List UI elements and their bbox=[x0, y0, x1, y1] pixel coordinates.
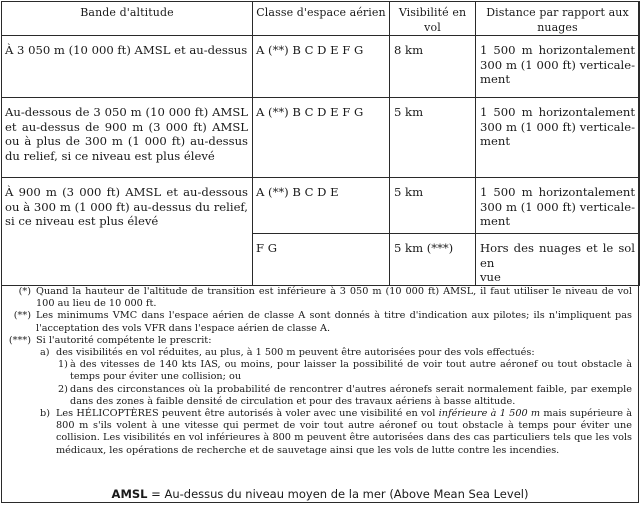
altitude-band-cell: Au-dessous de 3 050 m (10 000 ft) AMSL et au-dessus de 900 m (3 000 ft) AMSL ou à plus de 300 m (1 000 ft) au-dessus du relief, si ce niveau est plus élevé bbox=[2, 98, 253, 178]
amsl-definition-text: = Au-dessus du niveau moyen de la mer (Above Mean Sea Level) bbox=[147, 487, 529, 501]
footnote-mark: (**) bbox=[13, 310, 31, 322]
cloud-distance-cell bbox=[476, 98, 640, 178]
footnote-mark: (***) bbox=[8, 334, 31, 346]
airspace-class-cell: A (**) B C D E F G bbox=[253, 98, 390, 178]
footnote-text: Si l'autorité compétente le prescrit: bbox=[36, 334, 212, 346]
distance-line: 1 500 m horizontalement bbox=[480, 43, 635, 57]
footnote-item-a bbox=[36, 347, 640, 359]
footnote-subitem-text: dans des circonstances où la probabilité de rencontrer d'autres aéronefs serait normalement faible, par exemple dans des zones à faible densité de circulation et pour des travaux aériens à basse altitude. bbox=[70, 383, 632, 407]
airspace-class-cell: A (**) B C D E bbox=[253, 178, 390, 234]
amsl-definition bbox=[0, 487, 640, 501]
visibility-cell: 5 km bbox=[390, 98, 476, 178]
table-row bbox=[2, 178, 640, 234]
table-header-row bbox=[2, 2, 640, 36]
altitude-band-cell: À 900 m (3 000 ft) AMSL et au-dessous ou à 300 m (1 000 ft) au-dessus du relief, si ce niveau est plus élevé bbox=[2, 178, 253, 286]
footnote-class-a bbox=[0, 310, 640, 334]
header-cloud-distance: Distance par rapport aux nuages bbox=[476, 2, 640, 36]
footnote-item-mark: b) bbox=[40, 408, 50, 420]
distance-line: Hors des nuages et le sol en bbox=[480, 241, 635, 270]
footnote-item-text-italic: inférieure à 1 500 m bbox=[438, 408, 541, 420]
footnote-subitem-mark: 2) bbox=[58, 383, 68, 395]
distance-line: vue bbox=[480, 270, 501, 284]
header-altitude-band: Bande d'altitude bbox=[2, 2, 253, 36]
footnote-competent-authority bbox=[0, 335, 640, 347]
footnote-item-b bbox=[36, 408, 640, 457]
visibility-cell: 8 km bbox=[390, 36, 476, 98]
cloud-distance-cell bbox=[476, 36, 640, 98]
footnote-item-text: des visibilités en vol réduites, au plus, à 1 500 m peuvent être autorisées pour des vols effectués: bbox=[56, 347, 535, 359]
distance-line: 1 500 m horizontalement bbox=[480, 105, 635, 119]
table-row bbox=[2, 98, 640, 178]
footnote-item-text-end: mais supérieure à 800 m s'ils volent à une vitesse qui permet de voir tout autre aéronef ou tout obstacle à temps pour éviter une collision. Les visibilités en vol inférieures à 800 m peuvent être autorisées dans des cas particuliers tels que les vols médicaux, les opérations de recherche et de sauvetage ainsi que les vols de lutte contre les incendies. bbox=[56, 408, 632, 456]
distance-line: ment bbox=[480, 214, 510, 228]
distance-line: ment bbox=[480, 134, 510, 148]
footnotes bbox=[0, 286, 640, 457]
footnote-subitem-mark: 1) bbox=[58, 359, 68, 371]
distance-line: 300 m (1 000 ft) verticale- bbox=[480, 57, 635, 72]
footnote-subitem-1 bbox=[36, 359, 640, 383]
footnote-transition-altitude bbox=[0, 286, 640, 310]
header-airspace-class: Classe d'espace aérien bbox=[253, 2, 390, 36]
distance-line: ment bbox=[480, 72, 510, 86]
footnote-subitem-text: à des vitesses de 140 kts IAS, ou moins, pour laisser la possibilité de voir tout autre aéronef ou tout obstacle à temps pour éviter une collision; ou bbox=[70, 359, 632, 383]
amsl-abbreviation: AMSL bbox=[111, 487, 148, 501]
airspace-class-cell: A (**) B C D E F G bbox=[253, 36, 390, 98]
vmc-minimums-table bbox=[1, 1, 640, 286]
footnote-text: Les minimums VMC dans l'espace aérien de classe A sont donnés à titre d'indication aux pilotes; ils n'impliquent pas l'acceptation des vols VFR dans l'espace aérien de classe A. bbox=[36, 310, 632, 334]
footnote-text: Quand la hauteur de l'altitude de transition est inférieure à 3 050 m (10 000 ft) AMSL, il faut utiliser le niveau de vol 100 au lieu de 10 000 ft. bbox=[36, 286, 632, 310]
footnote-item-mark: a) bbox=[40, 347, 50, 359]
cloud-distance-cell bbox=[476, 234, 640, 286]
visibility-cell: 5 km bbox=[390, 178, 476, 234]
distance-line: 1 500 m horizontalement bbox=[480, 185, 635, 199]
airspace-class-cell: F G bbox=[253, 234, 390, 286]
footnote-mark: (*) bbox=[18, 286, 31, 297]
header-flight-visibility: Visibilité en vol bbox=[390, 2, 476, 36]
distance-line: 300 m (1 000 ft) verticale- bbox=[480, 199, 635, 214]
footnote-item-text-start: Les HÉLICOPTÈRES peuvent être autorisés à voler avec une visibilité en vol bbox=[56, 408, 439, 420]
visibility-cell: 5 km (***) bbox=[390, 234, 476, 286]
altitude-band-cell: À 3 050 m (10 000 ft) AMSL et au-dessus bbox=[2, 36, 253, 98]
table-row bbox=[2, 36, 640, 98]
distance-line: 300 m (1 000 ft) verticale- bbox=[480, 119, 635, 134]
footnote-subitem-2 bbox=[36, 384, 640, 408]
cloud-distance-cell bbox=[476, 178, 640, 234]
